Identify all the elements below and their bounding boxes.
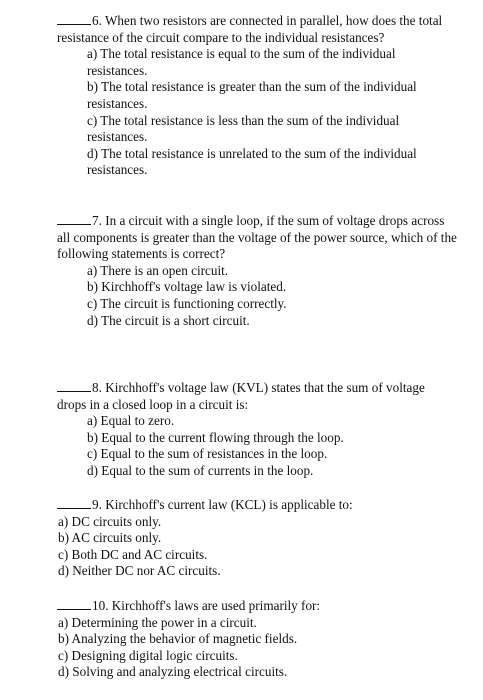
- question-number: 7.: [92, 213, 102, 228]
- question-text: Kirchhoff's laws are used primarily for:: [111, 598, 321, 613]
- question-text: Kirchhoff's voltage law (KVL) states that the sum of voltage drops in a closed loop in a circuit is:: [57, 380, 425, 412]
- option-d: d) The total resistance is unrelated to the sum of the individual resistances.: [87, 145, 417, 178]
- option-a: a) There is an open circuit.: [87, 262, 229, 278]
- question-number: 9.: [92, 497, 102, 512]
- question-10: [57, 597, 457, 681]
- option-c: c) Both DC and AC circuits.: [58, 546, 208, 562]
- question-6: [57, 12, 457, 179]
- question-9: [57, 496, 457, 580]
- question-text: Kirchhoff's current law (KCL) is applicable to:: [105, 497, 353, 512]
- answer-blank[interactable]: [57, 12, 91, 25]
- option-b: b) The total resistance is greater than the sum of the individual resistances.: [87, 79, 417, 111]
- option-list: [57, 46, 457, 179]
- option-a: a) DC circuits only.: [58, 513, 162, 529]
- option-a: a) Determining the power in a circuit.: [58, 614, 257, 630]
- option-c: c) Designing digital logic circuits.: [58, 647, 238, 663]
- option-list: [57, 615, 457, 681]
- question-stem: [57, 12, 457, 46]
- option-d: d) Equal to the sum of currents in the loop.: [87, 462, 314, 478]
- option-b: b) Analyzing the behavior of magnetic fields.: [58, 631, 298, 647]
- option-a: a) The total resistance is equal to the sum of the individual resistances.: [87, 46, 396, 78]
- answer-blank[interactable]: [57, 597, 91, 610]
- option-c: c) The total resistance is less than the sum of the individual resistances.: [87, 112, 400, 145]
- option-list: [57, 514, 457, 580]
- answer-blank[interactable]: [57, 496, 91, 509]
- option-d: d) Neither DC nor AC circuits.: [58, 563, 221, 579]
- question-text: In a circuit with a single loop, if the sum of voltage drops across all components is greater than the voltage of the power source, which of the following statements is correct?: [57, 213, 457, 262]
- question-stem: [57, 379, 457, 413]
- option-list: [57, 263, 457, 329]
- option-b: b) Kirchhoff's voltage law is violated.: [87, 279, 287, 295]
- option-d: d) The circuit is a short circuit.: [87, 312, 250, 328]
- option-b: b) Equal to the current flowing through the loop.: [87, 429, 344, 445]
- question-stem: [57, 212, 457, 263]
- option-list: [57, 413, 457, 479]
- answer-blank[interactable]: [57, 379, 91, 392]
- question-7: [57, 212, 457, 329]
- option-c: c) The circuit is functioning correctly.: [87, 295, 287, 311]
- question-stem: [57, 597, 457, 615]
- question-stem: [57, 496, 457, 514]
- option-c: c) Equal to the sum of resistances in the loop.: [87, 446, 328, 462]
- question-8: [57, 379, 457, 480]
- answer-blank[interactable]: [57, 212, 91, 225]
- option-a: a) Equal to zero.: [87, 413, 175, 429]
- question-text: When two resistors are connected in parallel, how does the total resistance of the circuit compare to the individual resistances?: [57, 13, 443, 45]
- option-d: d) Solving and analyzing electrical circuits.: [58, 664, 288, 680]
- question-number: 6.: [92, 13, 102, 28]
- question-number: 8.: [92, 380, 102, 395]
- question-number: 10.: [92, 598, 109, 613]
- option-b: b) AC circuits only.: [58, 530, 162, 546]
